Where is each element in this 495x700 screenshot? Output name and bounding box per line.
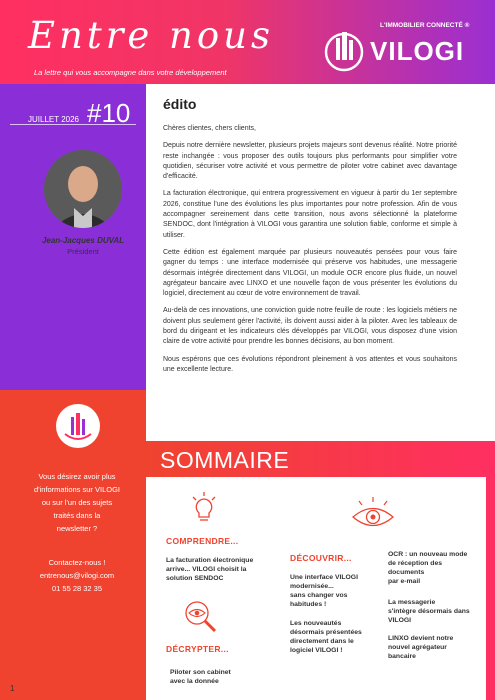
vilogi-badge-icon [56, 404, 100, 448]
summary-line: La facturation électronique [166, 557, 254, 564]
eye-icon [350, 496, 396, 532]
page-number: 1 [10, 684, 15, 693]
right-item[interactable] [388, 634, 453, 661]
summary-line: sans changer vos [290, 592, 348, 599]
summary-line: directement dans le [290, 638, 354, 645]
summary-line: habitudes ! [290, 601, 327, 608]
right-accent-bar [486, 477, 495, 700]
president-name: Jean-Jacques DUVAL [41, 236, 125, 245]
summary-line: OCR : un nouveau mode [388, 551, 468, 558]
right-item[interactable] [388, 598, 470, 625]
summary-line: Les nouveautés [290, 620, 342, 627]
decouvrir-item[interactable] [290, 573, 358, 609]
issue-divider [10, 124, 136, 125]
summary-line: solution SENDOC [166, 575, 224, 582]
edito-body [163, 124, 457, 382]
info-line: d'informations sur VILOGI [33, 485, 121, 494]
edito-paragraph: Cette édition est également marquée par plusieurs nouveautés pensées pour vous faire gagner du temps : une interface modernisée qui préserve vos habitudes, une messagerie désormais intégrée directement dans VILOGI, un module OCR encore plus fluide, un nouvel agrégateur bancaire avec LINXO et une nouvelle façon de vous présenter les évolutions du logiciel, directement au cœur de votre environnement de travail. [163, 248, 457, 298]
building-logo-icon [322, 28, 366, 72]
lightbulb-icon [190, 491, 218, 525]
summary-line: arrive... VILOGI choisit la [166, 566, 247, 573]
contact-block [18, 556, 136, 595]
info-prompt [18, 470, 136, 535]
summary-line: Une interface VILOGI [290, 574, 358, 581]
summary-line: désormais présentées [290, 629, 362, 636]
magnifier-eye-icon [181, 598, 221, 634]
summary-line: documents [388, 569, 425, 576]
edito-title: édito [163, 96, 197, 112]
newsletter-title: Entre nous [28, 14, 274, 57]
summary-line: Piloter son cabinet [170, 669, 231, 676]
edito-greeting: Chères clientes, chers clients, [163, 125, 256, 132]
issue-number: #10 [87, 98, 131, 128]
summary-line: modernisée... [290, 583, 334, 590]
contact-email-link[interactable]: entrenous@vilogi.com [39, 571, 115, 580]
portrait-image [44, 150, 122, 228]
newsletter-subtitle: La lettre qui vous accompagne dans votre développement [34, 68, 227, 77]
decouvrir-item[interactable] [290, 619, 362, 655]
president-portrait [44, 150, 122, 228]
edito-paragraph: Depuis notre dernière newsletter, plusieurs projets majeurs sont devenus réalité. Notre priorité reste inchangée : vous proposer des outils toujours plus performants pour simplifier votre quotidien, sécuriser votre activité et vous permettre de piloter votre cabinet avec davantage d'efficacité. [163, 142, 457, 181]
vilogi-logo [322, 22, 472, 74]
info-line: newsletter ? [56, 524, 98, 533]
edito-paragraph: La facturation électronique, qui entrera progressivement en vigueur à partir du 1er septembre 2026, constitue l'une des évolutions les plus importantes pour notre profession. Afin de vous accompagner sereinement dans cette transition, nous avons sélectionné la plateforme SENDOC, dont l'intégration à VILOGI vous garantira une solution fiable, conforme et simple à utiliser. [163, 190, 457, 239]
president-role: Président [67, 247, 99, 256]
info-line: ou sur l'un des sujets [41, 498, 113, 507]
summary-line: LINXO devient notre [388, 635, 454, 642]
contact-phone: 01 55 28 32 35 [51, 584, 103, 593]
decrypter-heading: DÉCRYPTER... [166, 644, 229, 654]
summary-line: La messagerie [388, 599, 436, 606]
summary-line: avec la donnée [170, 678, 219, 685]
summary-line: de réception des [388, 560, 443, 567]
summary-line: VILOGI [388, 617, 412, 624]
summary-line: nouvel agrégateur [388, 644, 447, 651]
info-line: Vous désirez avoir plus [38, 472, 116, 481]
summary-line: s'intègre désormais dans [388, 608, 470, 615]
edito-paragraph: Nous espérons que ces évolutions répondront pleinement à vos attentes et vous souhaitons une excellente lecture. [163, 355, 457, 373]
summary-line: par e-mail [388, 578, 421, 585]
logo-wordmark: VILOGI [370, 36, 465, 66]
summary-line: logiciel VILOGI ! [290, 647, 343, 654]
contact-heading: Contactez-nous ! [48, 558, 106, 567]
edito-paragraph: Au-delà de ces innovations, une conviction guide notre feuille de route : les logiciels métiers ne doivent plus seulement gérer l'activité, ils doivent aussi aider à la piloter. Avec les tableaux de bord du dirigeant et les indicateurs clés développés par VILOGI, vous disposez d'une vision claire de votre activité pour prendre les bonnes décisions, au bon moment. [163, 307, 457, 346]
logo-tagline: L'IMMOBILIER CONNECTÉ ® [380, 22, 470, 29]
decouvrir-heading: DÉCOUVRIR... [290, 553, 352, 563]
issue-date: JUILLET 2026 [28, 115, 79, 124]
info-line: traités dans la [53, 511, 101, 520]
comprendre-summary[interactable] [166, 556, 253, 583]
sommaire-title: SOMMAIRE [160, 447, 290, 473]
decrypter-summary[interactable] [170, 668, 231, 686]
summary-line: bancaire [388, 653, 416, 660]
comprendre-heading: COMPRENDRE... [166, 536, 239, 546]
right-item[interactable] [388, 550, 467, 586]
